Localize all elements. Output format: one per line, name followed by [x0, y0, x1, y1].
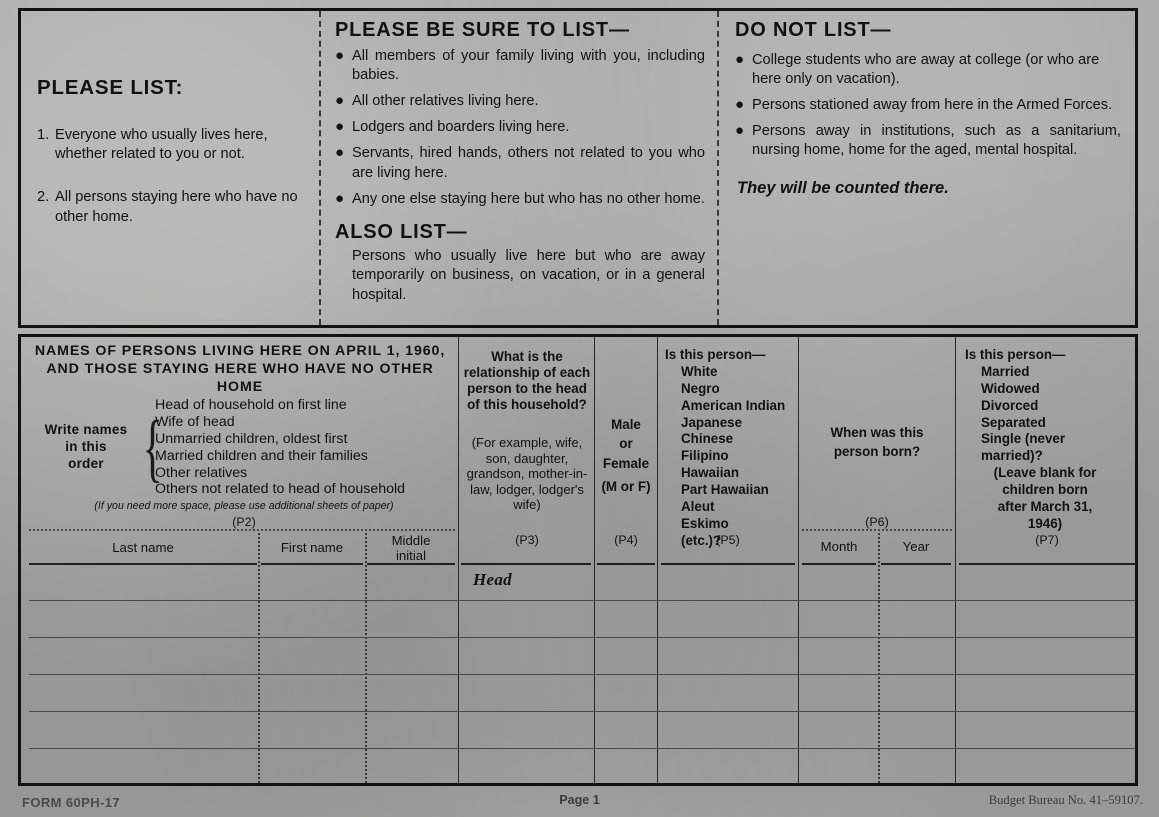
relationship-question: What is the relationship of each person to the head of this household?: [463, 349, 591, 413]
subheader-last-name: Last name: [112, 540, 174, 555]
race-option: Negro: [681, 380, 720, 396]
list-item: Head of household on first line: [155, 397, 347, 413]
counted-there-note: They will be counted there.: [737, 178, 949, 197]
subheader-year: Year: [902, 539, 930, 554]
bullet-icon: ●: [735, 96, 745, 114]
race-question-stem: Is this person—: [665, 347, 766, 362]
list-item: Married children and their families: [155, 447, 368, 464]
census-form-sheet: [18, 8, 1138, 786]
list-item: [335, 92, 705, 111]
marital-note: (Leave blank for children born after March 31, 1946): [993, 465, 1097, 531]
do-not-list-heading: DO NOT LIST—: [735, 19, 892, 41]
list-item: [735, 96, 1121, 115]
list-item: Unmarried children, oldest first: [155, 430, 348, 447]
page-label: Page 1: [559, 793, 600, 807]
column-code-p6: (P6): [865, 515, 889, 529]
race-option: Part Hawaiian: [681, 482, 769, 498]
race-option: Japanese: [681, 414, 743, 430]
item-number: 1.: [37, 126, 50, 143]
item-text: Everyone who usually lives here, whether related to you or not.: [55, 126, 268, 162]
bullet-text: College students who are away at college (or who are here only on vacation).: [752, 52, 1100, 88]
subheader-month: Month: [820, 539, 858, 554]
bullet-icon: ●: [735, 51, 745, 68]
bullet-text: Servants, hired hands, others not related to you who are living here.: [352, 145, 705, 181]
bullet-text: Lodgers and boarders living here.: [352, 119, 570, 136]
be-sure-bullet-list: [335, 47, 705, 209]
relationship-example: (For example, wife, son, daughter, grandson, mother-in-law, lodger, lodger's wife): [466, 435, 588, 513]
column-code-p3: (P3): [515, 533, 539, 547]
race-option: (etc.)?: [681, 532, 722, 548]
please-list-items: [37, 126, 305, 228]
names-group-title: NAMES OF PERSONS LIVING HERE ON APRIL 1, 1960, AND THOSE STAYING HERE WHO HAVE NO OTHER HOME: [34, 343, 446, 396]
marital-option: Separated: [981, 414, 1046, 430]
row-divider: [29, 637, 1135, 638]
bullet-text: All members of your family living with you, including babies.: [352, 48, 705, 84]
please-list-panel: [21, 11, 321, 325]
list-item: [335, 118, 705, 137]
list-item: [735, 51, 1121, 89]
marital-option: Divorced: [981, 397, 1039, 413]
table-row: [29, 676, 1135, 711]
race-option: Aleut: [681, 499, 715, 515]
bullet-text: Persons stationed away from here in the Armed Forces.: [752, 97, 1113, 114]
relationship-value-row-1: Head: [473, 570, 512, 589]
race-option: White: [681, 363, 718, 379]
bullet-icon: ●: [735, 122, 745, 140]
bullet-icon: ●: [335, 144, 345, 162]
item-number: 2.: [37, 189, 50, 206]
subheader-top-rule: [802, 529, 952, 531]
write-order-block: [33, 397, 457, 498]
list-item: Other relatives: [155, 464, 248, 481]
table-row: [29, 750, 1135, 785]
column-code-p4: (P4): [614, 533, 638, 547]
table-row: [29, 602, 1135, 637]
row-divider: [29, 674, 1135, 675]
bullet-icon: ●: [335, 92, 345, 110]
be-sure-to-list-panel: [321, 11, 719, 325]
sex-hint: (M or F): [601, 479, 651, 494]
list-item: [335, 47, 705, 85]
list-item: [37, 126, 305, 165]
more-space-note: (If you need more space, please use additional sheets of paper): [94, 500, 394, 512]
subheader-first-name: First name: [280, 540, 344, 555]
persons-table: [18, 334, 1138, 786]
subheader-middle-initial: Middle initial: [391, 533, 431, 563]
race-option: Filipino: [681, 448, 729, 464]
list-item: [735, 122, 1121, 160]
table-row: [29, 713, 1135, 748]
do-not-list-panel: [719, 11, 1135, 325]
race-question: [665, 347, 795, 550]
list-item: [335, 144, 705, 182]
bullet-text: All other relatives living here.: [352, 93, 539, 110]
birth-question: When was this person born?: [830, 425, 924, 460]
row-divider: [29, 711, 1135, 712]
bullet-icon: ●: [335, 118, 345, 136]
marital-option: Married: [981, 363, 1030, 379]
write-order-items: [155, 397, 457, 498]
also-list-heading: ALSO LIST—: [335, 220, 468, 243]
bullet-text: Any one else staying here but who has no other home.: [352, 190, 705, 207]
subheader-top-rule: [29, 529, 455, 531]
list-item: Wife of head: [155, 413, 235, 430]
race-option: Eskimo: [681, 515, 729, 531]
marital-option: Single (never married)?: [981, 431, 1066, 464]
row-divider: [29, 600, 1135, 601]
list-item: [37, 188, 305, 227]
instructions-box: [18, 8, 1138, 328]
also-list-text: Persons who usually live here but who are away temporarily on business, on vacation, or in a general hospital.: [352, 247, 705, 303]
item-text: All persons staying here who have no other home.: [55, 189, 298, 225]
list-item: [335, 190, 705, 209]
do-not-list-bullet-list: [735, 51, 1121, 161]
race-option: Hawaiian: [681, 465, 740, 481]
bullet-text: Persons away in institutions, such as a sanitarium, nursing home, home for the aged, mental hospital.: [752, 123, 1121, 159]
form-number: FORM 60PH-17: [22, 795, 120, 810]
column-code-p2: (P2): [232, 515, 256, 529]
column-code-p5: (P5): [716, 533, 740, 547]
marital-question: [965, 347, 1125, 465]
table-row: [29, 639, 1135, 674]
budget-bureau-number: Budget Bureau No. 41–59107.: [988, 793, 1143, 807]
row-divider: [29, 748, 1135, 749]
bullet-icon: ●: [335, 189, 345, 207]
be-sure-heading: PLEASE BE SURE TO LIST—: [335, 19, 630, 41]
sex-question: Male or Female: [602, 417, 650, 471]
column-code-p7: (P7): [1035, 533, 1059, 547]
curly-brace-icon: {: [142, 405, 163, 490]
marital-option: Widowed: [981, 380, 1040, 396]
race-option: American Indian: [681, 397, 786, 413]
marital-question-stem: Is this person—: [965, 347, 1066, 362]
bullet-icon: ●: [335, 47, 345, 64]
write-order-label: Write names in this order: [44, 422, 128, 472]
please-list-heading: PLEASE LIST:: [37, 76, 184, 99]
list-item: Others not related to head of household: [155, 481, 406, 498]
race-option: Chinese: [681, 431, 734, 447]
table-row: [29, 565, 1135, 600]
